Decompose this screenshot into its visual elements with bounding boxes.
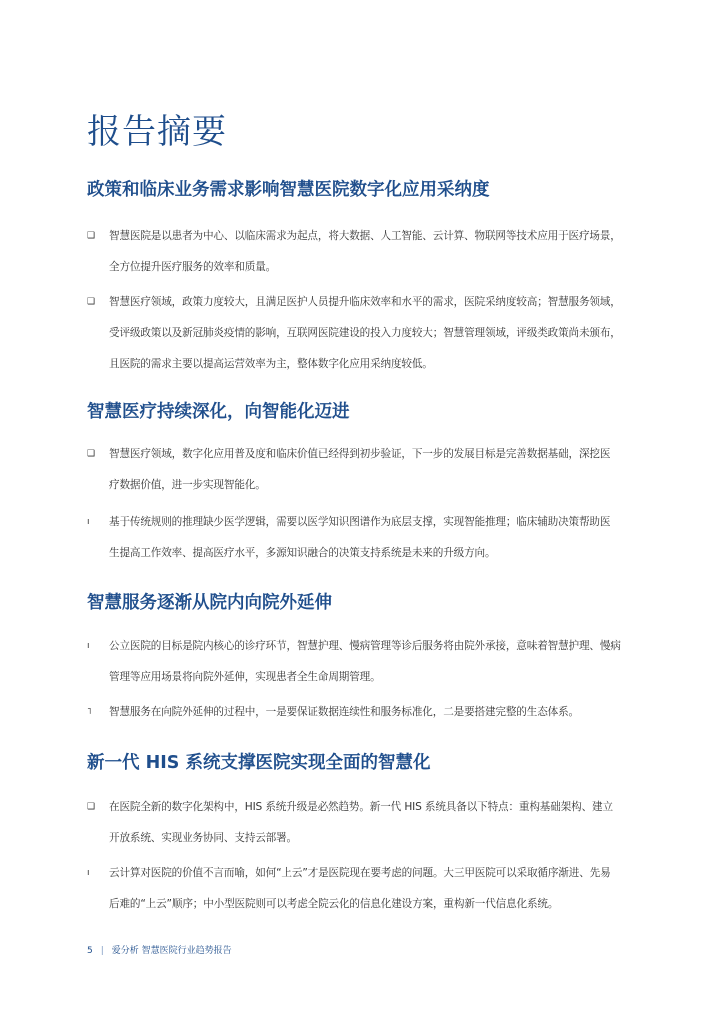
bullet-icon: ı [87, 868, 90, 878]
bullet-icon: ❑ [87, 231, 96, 241]
footer-brand: 爱分析 [111, 946, 139, 956]
paragraph-line: 管理等应用场景将向院外延伸，实现患者全生命周期管理。 [109, 671, 381, 683]
bullet-icon: ❑ [87, 297, 96, 307]
page-title: 报告摘要 [87, 112, 227, 152]
paragraph-line: 智慧服务在向院外延伸的过程中，一是要保证数据连续性和服务标准化，二是要搭建完整的生态体系。 [109, 706, 579, 718]
footer-report-title: 智慧医院行业趋势报告 [141, 946, 232, 956]
paragraph-line: 在医院全新的数字化架构中，HIS 系统升级是必然趋势。新一代 HIS 系统具备以下特点：重构基础架构、建立 [109, 801, 613, 813]
bullet-icon: ˥ [87, 707, 92, 717]
paragraph [109, 287, 644, 380]
paragraph [109, 439, 644, 501]
bullet-icon: ❑ [87, 449, 96, 459]
paragraph [109, 507, 644, 569]
paragraph-line: 智慧医疗领域，数字化应用普及度和临床价值已经得到初步验证，下一步的发展目标是完善数据基础，深挖医 [109, 448, 611, 460]
paragraph-line: 智慧医疗领域，政策力度较大，且满足医护人员提升临床效率和水平的需求，医院采纳度较高；智慧服务领域， [109, 296, 621, 308]
paragraph-line: 生提高工作效率、提高医疗水平，多源知识融合的决策支持系统是未来的升级方向。 [109, 547, 496, 559]
paragraph-line: 开放系统、实现业务协同、支持云部署。 [109, 832, 297, 844]
paragraph [109, 858, 644, 920]
paragraph-line: 且医院的需求主要以提高运营效率为主，整体数字化应用采纳度较低。 [109, 358, 433, 370]
paragraph-line: 后难的“上云”顺序；中小型医院则可以考虑全院云化的信息化建设方案，重构新一代信息化系统。 [109, 898, 559, 910]
section-heading-policy: 政策和临床业务需求影响智慧医院数字化应用采纳度 [87, 180, 490, 200]
page-number: 5 [87, 946, 93, 956]
paragraph-line: 公立医院的目标是院内核心的诊疗环节，智慧护理、慢病管理等诊后服务将由院外承接，意味着智慧护理、慢病 [109, 640, 621, 652]
paragraph [109, 631, 644, 693]
page-footer [87, 943, 232, 956]
bullet-icon: ı [87, 517, 90, 527]
paragraph-line: 智慧医院是以患者为中心、以临床需求为起点，将大数据、人工智能、云计算、物联网等技术应用于医疗场景， [109, 230, 621, 242]
section-heading-smart-medical: 智慧医疗持续深化，向智能化迈进 [87, 402, 350, 422]
paragraph-line: 云计算对医院的价值不言而喻，如何“上云”才是医院现在要考虑的问题。大三甲医院可以采取循序渐进、先易 [109, 867, 611, 879]
bullet-icon: ❑ [87, 802, 96, 812]
bullet-icon: ı [87, 641, 90, 651]
paragraph-line: 全方位提升医疗服务的效率和质量。 [109, 261, 277, 273]
paragraph-line: 疗数据价值，进一步实现智能化。 [109, 479, 266, 491]
footer-separator: | [100, 946, 104, 956]
section-heading-his-system: 新一代 HIS 系统支撑医院实现全面的智慧化 [87, 753, 431, 773]
paragraph-line: 受评级政策以及新冠肺炎疫情的影响，互联网医院建设的投入力度较大；智慧管理领域，评级类政策尚未颁布， [109, 327, 621, 339]
section-heading-smart-service: 智慧服务逐渐从院内向院外延伸 [87, 593, 332, 613]
paragraph [109, 697, 644, 728]
paragraph-line: 基于传统规则的推理缺少医学逻辑，需要以医学知识图谱作为底层支撑，实现智能推理；临床辅助决策帮助医 [109, 516, 611, 528]
paragraph [109, 792, 644, 854]
paragraph [109, 221, 644, 283]
